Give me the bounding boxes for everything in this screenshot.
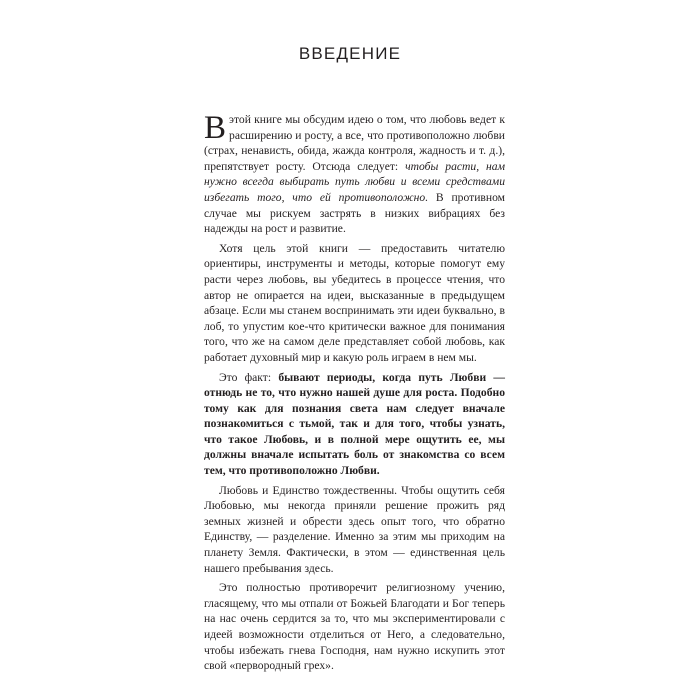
paragraph-1-text-b: В противном случае мы рискуем застрять в низких вибрациях без надежды на рост и развитие. [204,190,505,236]
paragraph-2: Хотя цель этой книги — предоставить читателю ориентиры, инструменты и методы, которые помогут ему расти через любовь, вы убедитесь в процессе чтения, что автор не опирается на идеи, высказанные в предыдущем абзаце. Если мы станем воспринимать эти идеи буквально, в лоб, то упустим кое-что критически важное для понимания того, что же на самом деле представляет собой любовь, как работает духовный мир и какую роль играем в нем мы. [204,241,505,364]
paragraph-3-bold: бывают периоды, когда путь Любви — отнюдь не то, что нужно нашей душе для роста. Подобно тому как для познания света нам следует вначале познакомиться с тьмой, так и для того, чтобы узнать, что такое Любовь, и в полной мере ощутить ее, мы должны вначале испытать боль от знакомства со всем тем, что противоположно Любви. [204,370,505,478]
body-text [204,112,505,674]
paragraph-1 [204,112,505,237]
paragraph-5: Это полностью противоречит религиозному учению, гласящему, что мы отпали от Божьей Благодати и Бог теперь на нас очень сердится за то, что мы экспериментировали с идеей возможности отделиться от Него, а следовательно, чтобы избежать гнева Господня, нам нужно искупить этот свой «первородный грех». [204,581,505,673]
paragraph-1-italic: чтобы расти, нам нужно всегда выбирать путь любви и всеми средствами избегать того, что ей противоположно. [204,159,505,204]
paragraph-4: Любовь и Единство тождественны. Чтобы ощутить себя Любовью, мы некогда приняли решение прожить ряд земных жизней и обрести здесь опыт того, что обратно Единству, — разделение. Именно за этим мы приходим на планету Земля. Фактически, в этом — единственная цель нашего пребывания здесь. [204,483,505,575]
chapter-title: ВВЕДЕНИЕ [298,44,402,63]
drop-cap: В [204,110,227,146]
paragraph-1-text-a: этой книге мы обсудим идею о том, что любовь ведет к расширению и росту, а все, что противоположно любви (страх, ненависть, обида, жажда контроля, жадность и т. д.), препятствует росту. Отсюда следует: [204,113,505,173]
paragraph-3-text: Это факт: [219,370,279,384]
paragraph-3 [204,370,505,479]
